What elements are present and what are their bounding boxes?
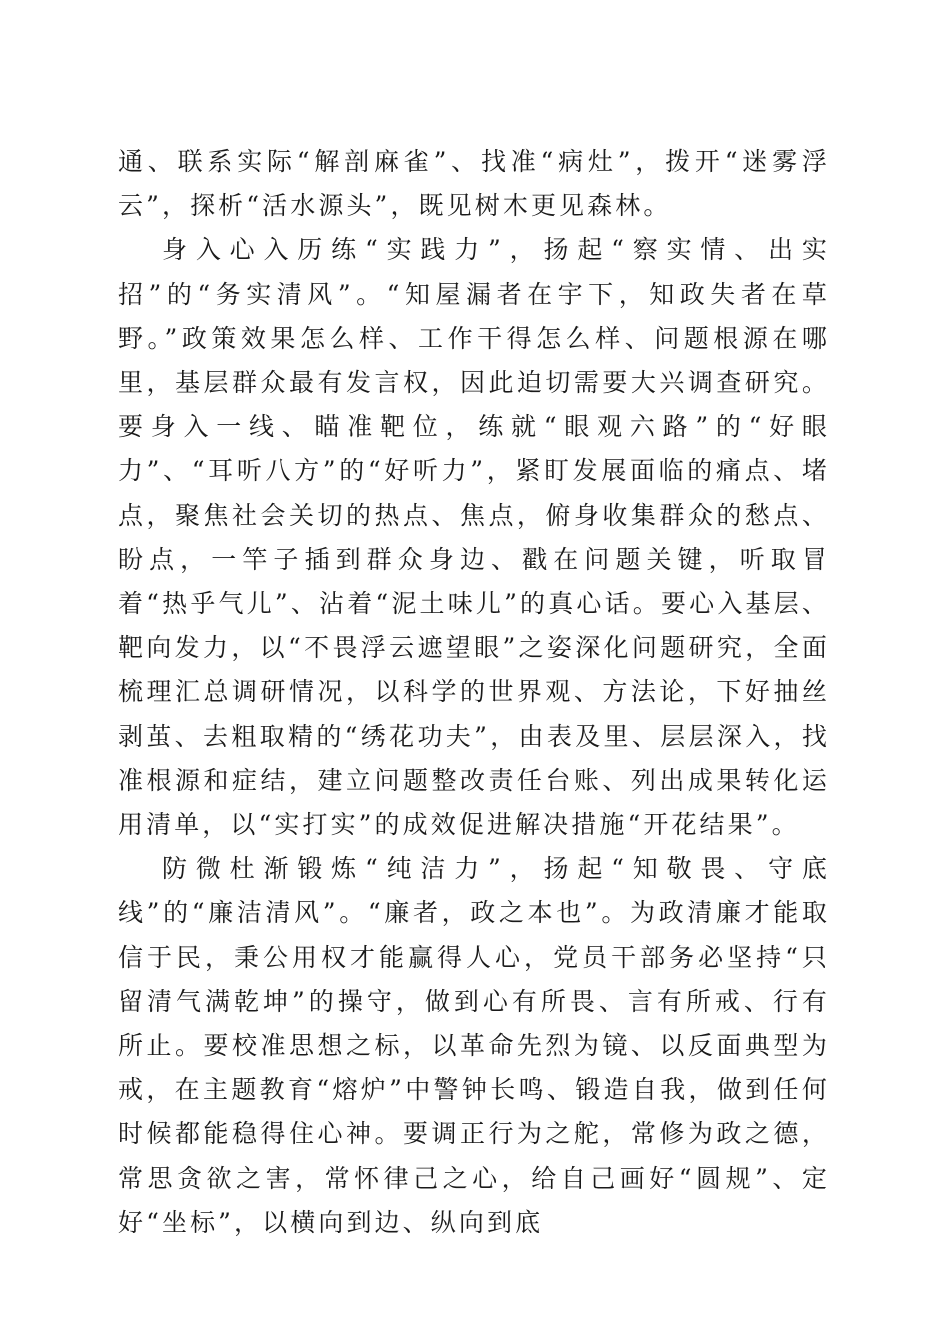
paragraph-integrity: 防微杜渐锻炼“纯洁力”，扬起“知敬畏、守底线”的“廉洁清风”。“廉者，政之本也”。为政清廉才能取信于民，秉公用权才能赢得人心，党员干部务必坚持“只留清气满乾坤”的操守，做到心有所畏、言有所戒、行有所止。要校准思想之标，以革命先烈为镜、以反面典型为戒，在主题教育“熔炉”中警钟长鸣、锻造自我，做到任何时候都能稳得住心神。要调正行为之舵，常修为政之德，常思贪欲之害，常怀律己之心，给自己画好“圆规”、定好“坐标”，以横向到边、纵向到底 (118, 854, 830, 1237)
paragraph-practice: 身入心入历练“实践力”，扬起“察实情、出实招”的“务实清风”。“知屋漏者在宇下，知政失者在草野。”政策效果怎么样、工作干得怎么样、问题根源在哪里，基层群众最有发言权，因此迫切需要大兴调查研究。要身入一线、瞄准靶位，练就“眼观六路”的“好眼力”、“耳听八方”的“好听力”，紧盯发展面临的痛点、堵点，聚焦社会关切的热点、焦点，俯身收集群众的愁点、盼点，一竿子插到群众身边、戳在问题关键，听取冒着“热乎气儿”、沾着“泥土味儿”的真心话。要心入基层、靶向发力，以“不畏浮云遮望眼”之姿深化问题研究，全面梳理汇总调研情况，以科学的世界观、方法论，下好抽丝剥茧、去粗取精的“绣花功夫”，由表及里、层层深入，找准根源和症结，建立问题整改责任台账、列出成果转化运用清单，以“实打实”的成效促进解决措施“开花结果”。 (118, 235, 830, 840)
paragraph-continuation: 通、联系实际“解剖麻雀”、找准“病灶”，拨开“迷雾浮云”，探析“活水源头”，既见树木更见森林。 (118, 147, 830, 221)
body-text (118, 140, 830, 1245)
